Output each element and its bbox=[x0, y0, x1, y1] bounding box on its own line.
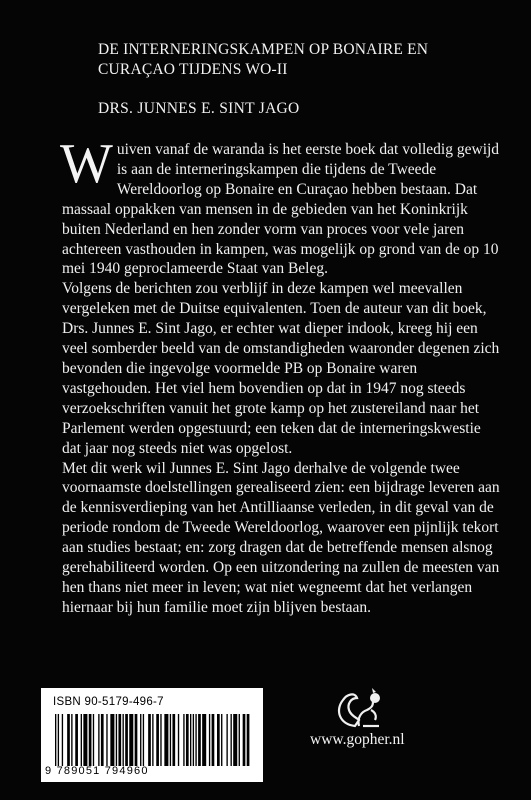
barcode-bar bbox=[195, 714, 196, 766]
barcode-bar bbox=[55, 714, 56, 766]
barcode-bar bbox=[239, 714, 240, 766]
barcode-bar bbox=[217, 714, 220, 766]
barcode-bar bbox=[58, 714, 59, 766]
barcode-bar bbox=[243, 714, 246, 766]
barcode-bar bbox=[183, 714, 184, 766]
blurb-paragraph-1-text: uiven vanaf de waranda is het eerste boek dat volledig gewijd is aan de interneringskampen die tijdens de Tweede Wereldoorlog op Bonaire en Curaçao hebben bestaan. Dat massaal oppakken van mensen in de gebieden van het Koninkrijk buiten Nederland en hen zonder vorm van proces voor vele jaren achtereen vasthouden in kampen, was mogelijk op grond van de op 10 mei 1940 geproclameerde Staat van Beleg. bbox=[62, 141, 500, 278]
publisher-website[interactable]: www.gopher.nl bbox=[310, 731, 405, 748]
barcode-bar bbox=[89, 714, 92, 766]
author-name: DRS. JUNNES E. SINT JAGO bbox=[98, 100, 300, 117]
barcode-bar bbox=[212, 714, 215, 766]
barcode-bar bbox=[164, 714, 168, 766]
blurb-text bbox=[60, 133, 502, 618]
barcode-bar bbox=[116, 714, 117, 766]
barcode-bar bbox=[110, 714, 114, 766]
barcode-bar bbox=[148, 714, 151, 766]
barcode-bar bbox=[247, 714, 250, 766]
barcode-bar bbox=[172, 714, 175, 766]
barcode-bar bbox=[143, 714, 144, 766]
barcode-bar bbox=[93, 714, 94, 766]
barcode-bar bbox=[81, 714, 82, 766]
ean-digits: 9 789051 794960 bbox=[45, 765, 149, 777]
barcode-bar bbox=[135, 714, 138, 766]
barcode-bar bbox=[75, 714, 78, 766]
barcode-bar bbox=[231, 714, 232, 766]
barcode-bar bbox=[123, 714, 124, 766]
barcode-bar bbox=[152, 714, 153, 766]
barcode-box bbox=[41, 688, 263, 782]
blurb-paragraph-3: Met dit werk wil Junnes E. Sint Jago derhalve de volgende twee voornaamste doelstellingen gerealiseerd zien: een bijdrage leveren aan de kennisverdieping van het Antilliaanse verleden, in dit geval van de periode rondom de Tweede Wereldoorlog, waarover een pijnlijk tekort aan studies bestaat; en: zorg dragen dat de betreffende mensen alsnog gerehabiliteerd worden. Op een uitzondering na zullen de meesten van hen thans niet meer in leven; wat niet wegneemt dat het verlangen hiernaar bij hun familie moet zijn blijven bestaan. bbox=[62, 459, 500, 616]
barcode-bar bbox=[202, 714, 206, 766]
barcode-bar bbox=[62, 714, 63, 766]
barcode-bar bbox=[226, 714, 227, 766]
barcode-bar bbox=[198, 714, 201, 766]
barcode-bar bbox=[190, 714, 191, 766]
barcode-bar bbox=[178, 714, 179, 766]
drop-cap: W bbox=[60, 133, 113, 195]
blurb-paragraph-2: Volgens de berichten zou verblijf in deze kampen wel meevallen vergeleken met de Duitse equivalenten. Toen de auteur van dit boek, Drs. Junnes E. Sint Jago, er echter wat dieper indook, kreeg hij een veel somberder beeld van de omstandigheden waaronder degenen zich bevonden die ingevolge voormelde PB op Bonaire waren vastgehouden. Het viel hem bovendien op dat in 1947 nog steeds verzoekschriften vanuit het grote kamp op het zustereiland naar het Parlement werden opgestuurd; een teken dat de interneringskwestie dat jaar nog steeds niet was opgelost. bbox=[62, 280, 500, 457]
barcode-bar bbox=[140, 714, 141, 766]
barcode-bar bbox=[67, 714, 70, 766]
barcode-bar bbox=[118, 714, 121, 766]
book-subtitle bbox=[98, 40, 498, 80]
barcode-bar bbox=[125, 714, 128, 766]
barcode-bar bbox=[209, 714, 210, 766]
barcode-bar bbox=[193, 714, 194, 766]
barcode-bar bbox=[71, 714, 72, 766]
barcode-bar bbox=[101, 714, 104, 766]
isbn-label: ISBN 90-5179-496-7 bbox=[53, 696, 164, 708]
barcode-bar bbox=[170, 714, 171, 766]
barcode-bar bbox=[156, 714, 159, 766]
subtitle-line-2: CURAÇAO TIJDENS WO-II bbox=[98, 61, 288, 78]
barcode-bar bbox=[106, 714, 107, 766]
barcode-bar bbox=[233, 714, 237, 766]
blurb-paragraph-1 bbox=[60, 133, 502, 279]
barcode-bar bbox=[83, 714, 87, 766]
squirrel-icon bbox=[333, 680, 389, 736]
barcode-bar bbox=[160, 714, 161, 766]
barcode-bar bbox=[221, 714, 222, 766]
barcode-bar bbox=[186, 714, 189, 766]
barcode-icon bbox=[53, 714, 251, 766]
barcode-bar bbox=[98, 714, 99, 766]
barcode-bar bbox=[129, 714, 133, 766]
subtitle-line-1: DE INTERNERINGSKAMPEN OP BONAIRE EN bbox=[98, 41, 429, 58]
